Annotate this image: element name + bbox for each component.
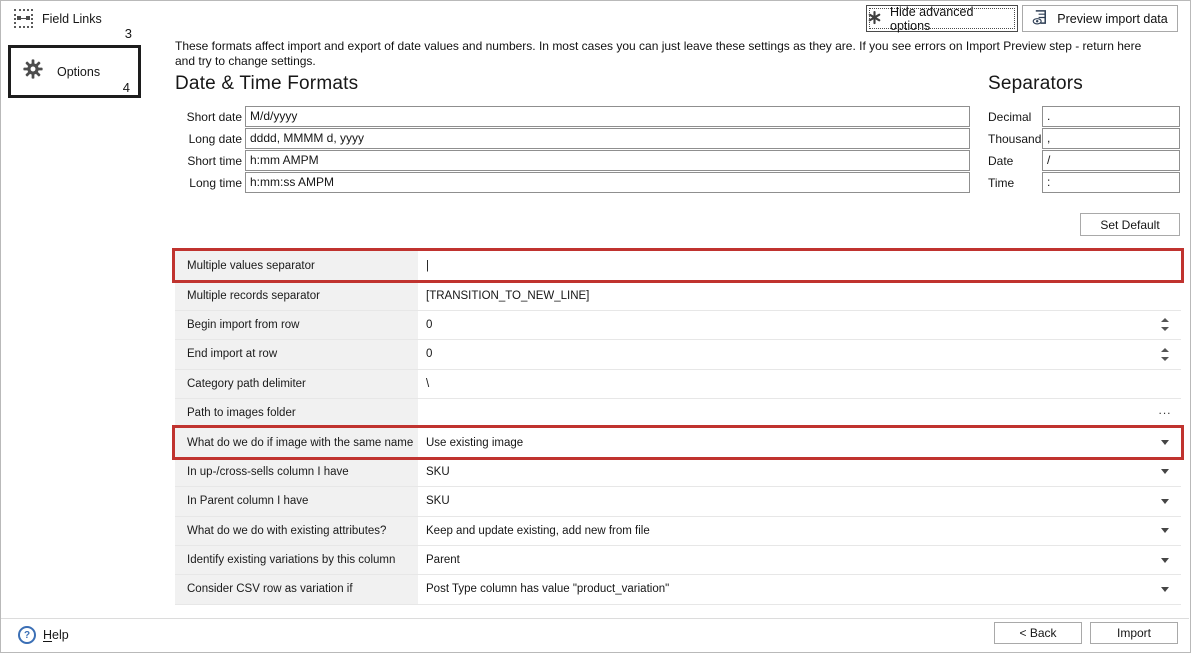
row-label: Multiple values separator (175, 251, 418, 280)
preview-table-eye-icon (1032, 9, 1049, 29)
row-value-field[interactable]: [TRANSITION_TO_NEW_LINE] (418, 281, 1149, 309)
row-value-field[interactable]: SKU (418, 458, 1149, 486)
help-question-icon: ? (18, 626, 36, 644)
row-label: End import at row (175, 340, 418, 368)
preview-import-data-label: Preview import data (1057, 11, 1168, 26)
field-label: Time (988, 176, 1015, 190)
intro-text: These formats affect import and export of date values and numbers. In most cases you can just leave these settings as they are. If you see errors on Import Preview step - return here and try to change settings. (175, 39, 1142, 68)
date-format-input[interactable]: dddd, MMMM d, yyyy (245, 128, 970, 149)
table-row (175, 339, 1181, 368)
table-row (175, 574, 1181, 603)
datetime-field-row (170, 106, 970, 128)
table-row (175, 516, 1181, 545)
row-label: Multiple records separator (175, 281, 418, 309)
field-label: Short time (187, 154, 242, 168)
row-label: Identify existing variations by this column (175, 546, 418, 574)
row-value-field[interactable]: Parent (418, 546, 1149, 574)
row-control (1149, 311, 1181, 339)
date-format-input[interactable]: M/d/yyyy (245, 106, 970, 127)
options-table (175, 250, 1181, 605)
table-row (175, 486, 1181, 515)
dropdown-arrow-icon[interactable] (1161, 440, 1169, 445)
preview-import-data-button[interactable] (1022, 5, 1178, 32)
row-control (1149, 546, 1181, 574)
row-control (1149, 281, 1181, 309)
sidebar-item-field-links[interactable] (14, 9, 102, 28)
table-row (175, 398, 1181, 427)
row-control (1149, 517, 1181, 545)
spinner-control (1161, 318, 1169, 331)
row-control (1149, 251, 1181, 280)
table-row (175, 427, 1181, 456)
row-label: In Parent column I have (175, 487, 418, 515)
field-label: Decimal (988, 110, 1032, 124)
gear-icon (22, 58, 44, 85)
spinner-up-icon[interactable] (1161, 318, 1169, 322)
datetime-field-row (170, 128, 970, 150)
set-default-button[interactable]: Set Default (1080, 213, 1180, 236)
separators-title: Separators (988, 73, 1083, 94)
field-label: Short date (186, 110, 242, 124)
step-badge-3: 3 (124, 26, 132, 41)
field-links-icon (14, 9, 33, 28)
separator-field-row (988, 150, 1180, 172)
row-value-field[interactable]: | (418, 251, 1149, 280)
separator-input[interactable]: , (1042, 128, 1180, 149)
field-links-label: Field Links (42, 11, 102, 26)
dropdown-arrow-icon[interactable] (1161, 558, 1169, 563)
datetime-field-row (170, 172, 970, 194)
date-format-input[interactable]: h:mm AMPM (245, 150, 970, 171)
help-label: Help (43, 628, 69, 642)
row-control (1149, 399, 1181, 427)
separator-input[interactable]: . (1042, 106, 1180, 127)
row-label: What do we do if image with the same name (175, 428, 418, 456)
datetime-formats-title: Date & Time Formats (175, 73, 359, 94)
table-row (175, 369, 1181, 398)
field-label: Date (988, 154, 1014, 168)
import-button[interactable]: Import (1090, 622, 1178, 644)
row-value-field[interactable]: Post Type column has value "product_variation" (418, 575, 1149, 603)
step-badge-4: 4 (122, 80, 130, 95)
row-label: In up-/cross-sells column I have (175, 458, 418, 486)
row-label: What do we do with existing attributes? (175, 517, 418, 545)
spinner-control (1161, 348, 1169, 361)
field-label: Thousand (988, 132, 1042, 146)
separator-field-row (988, 128, 1180, 150)
options-label: Options (57, 64, 101, 79)
separator-input[interactable]: / (1042, 150, 1180, 171)
separator-field-row (988, 106, 1180, 128)
datetime-fields (170, 106, 970, 194)
separator-fields (988, 106, 1180, 194)
date-format-input[interactable]: h:mm:ss AMPM (245, 172, 970, 193)
table-row (175, 545, 1181, 574)
row-control (1149, 340, 1181, 368)
help-link[interactable] (18, 626, 69, 644)
spinner-down-icon[interactable] (1161, 327, 1169, 331)
dropdown-arrow-icon[interactable] (1161, 469, 1169, 474)
row-label: Category path delimiter (175, 370, 418, 398)
row-label: Consider CSV row as variation if (175, 575, 418, 603)
table-row (175, 457, 1181, 486)
row-control (1149, 575, 1181, 603)
row-value-field[interactable]: Use existing image (418, 428, 1149, 456)
dropdown-arrow-icon[interactable] (1161, 528, 1169, 533)
separator-input[interactable]: : (1042, 172, 1180, 193)
row-control (1149, 428, 1181, 456)
table-row (175, 251, 1181, 280)
hide-advanced-options-label: Hide advanced options (890, 4, 974, 33)
table-row (175, 310, 1181, 339)
row-value-field[interactable]: \ (418, 370, 1149, 398)
spinner-down-icon[interactable] (1161, 357, 1169, 361)
datetime-field-row (170, 150, 970, 172)
sidebar-item-options[interactable] (8, 45, 141, 98)
footer-divider (1, 618, 1189, 619)
dropdown-arrow-icon[interactable] (1161, 587, 1169, 592)
row-value-field[interactable]: 0 (418, 311, 1149, 339)
row-control (1149, 487, 1181, 515)
table-row (175, 280, 1181, 309)
row-label: Begin import from row (175, 311, 418, 339)
browse-ellipsis-icon[interactable]: ... (1158, 403, 1172, 418)
row-control (1149, 370, 1181, 398)
row-value-field[interactable] (418, 399, 1149, 427)
back-button[interactable]: < Back (994, 622, 1082, 644)
hide-advanced-options-button[interactable] (866, 5, 1018, 32)
field-label: Long time (189, 176, 242, 190)
row-value-field[interactable]: Keep and update existing, add new from file (418, 517, 1149, 545)
separator-field-row (988, 172, 1180, 194)
row-value-field[interactable]: SKU (418, 487, 1149, 515)
row-control (1149, 458, 1181, 486)
field-label: Long date (188, 132, 242, 146)
asterisk-icon (867, 10, 882, 28)
row-label: Path to images folder (175, 399, 418, 427)
row-value-field[interactable]: 0 (418, 340, 1149, 368)
dropdown-arrow-icon[interactable] (1161, 499, 1169, 504)
spinner-up-icon[interactable] (1161, 348, 1169, 352)
